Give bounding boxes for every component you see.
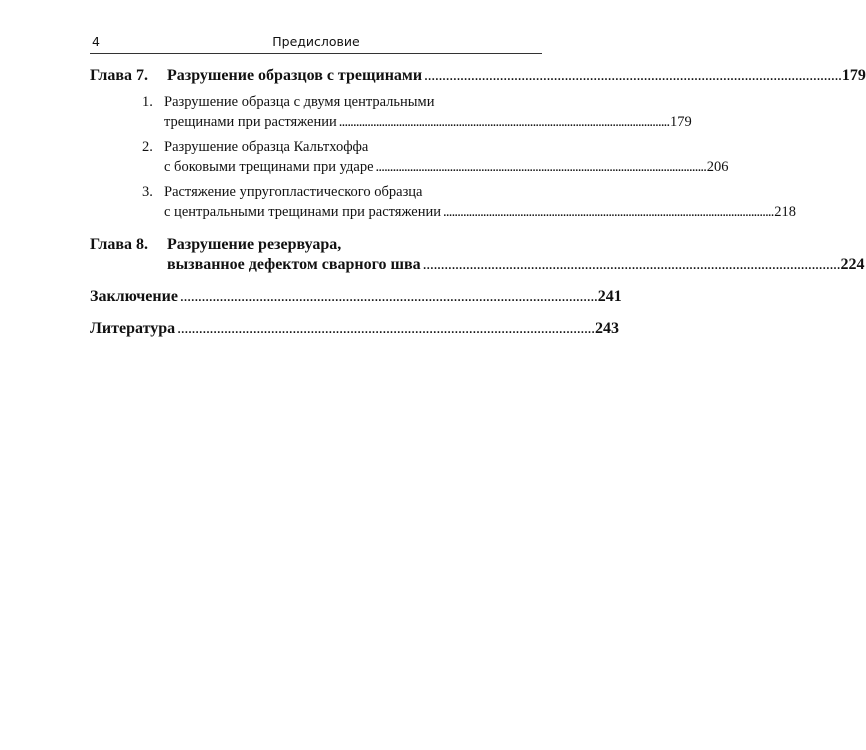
section-page: 206 (706, 159, 729, 175)
section-title-line1: Разрушение образца Кальтхоффа (164, 139, 369, 155)
conclusion-title: Заключение (90, 288, 178, 305)
toc-literature (90, 319, 619, 339)
section-title-line2: с центральными трещинами при растяжении (164, 204, 442, 220)
chapter-title-line2: вызванное дефектом сварного шва (167, 256, 421, 273)
chapter-page: 224 (840, 256, 865, 273)
section-number: 3. (142, 184, 153, 200)
section-number: 1. (142, 94, 153, 110)
running-header (90, 33, 542, 54)
toc-section-2 (142, 137, 729, 177)
conclusion-page: 241 (597, 288, 622, 305)
toc-section-1 (142, 92, 692, 132)
literature-page: 243 (594, 320, 619, 337)
toc-chapter-8 (90, 235, 865, 275)
toc-chapter-7 (90, 66, 866, 86)
section-page: 218 (774, 204, 796, 220)
section-title-line2: с боковыми трещинами при ударе (164, 159, 374, 175)
section-title-line1: Растяжение упругопластического образца (164, 184, 423, 200)
chapter-title: Разрушение образцов с трещинами (167, 67, 423, 84)
chapter-page: 179 (841, 67, 866, 84)
running-title: Предисловие (272, 34, 360, 49)
section-page: 179 (669, 114, 692, 130)
page-number: 4 (92, 34, 100, 49)
dot-leader (424, 66, 840, 86)
section-title-line2: трещинами при растяжении (164, 114, 337, 130)
dot-leader (376, 157, 705, 177)
toc-section-3 (142, 182, 796, 222)
chapter-title-line1: Разрушение резервуара, (167, 236, 342, 253)
literature-title: Литература (90, 320, 176, 337)
dot-leader (180, 287, 596, 307)
chapter-label: Глава 7. (90, 67, 148, 84)
dot-leader (339, 112, 668, 132)
section-number: 2. (142, 139, 153, 155)
toc-conclusion (90, 287, 622, 307)
dot-leader (177, 319, 593, 339)
dot-leader (443, 202, 772, 222)
chapter-label: Глава 8. (90, 236, 148, 253)
section-title-line1: Разрушение образца с двумя центральными (164, 94, 435, 110)
table-of-contents (90, 66, 866, 339)
chapter-7-sections (90, 92, 796, 222)
dot-leader (423, 255, 839, 275)
